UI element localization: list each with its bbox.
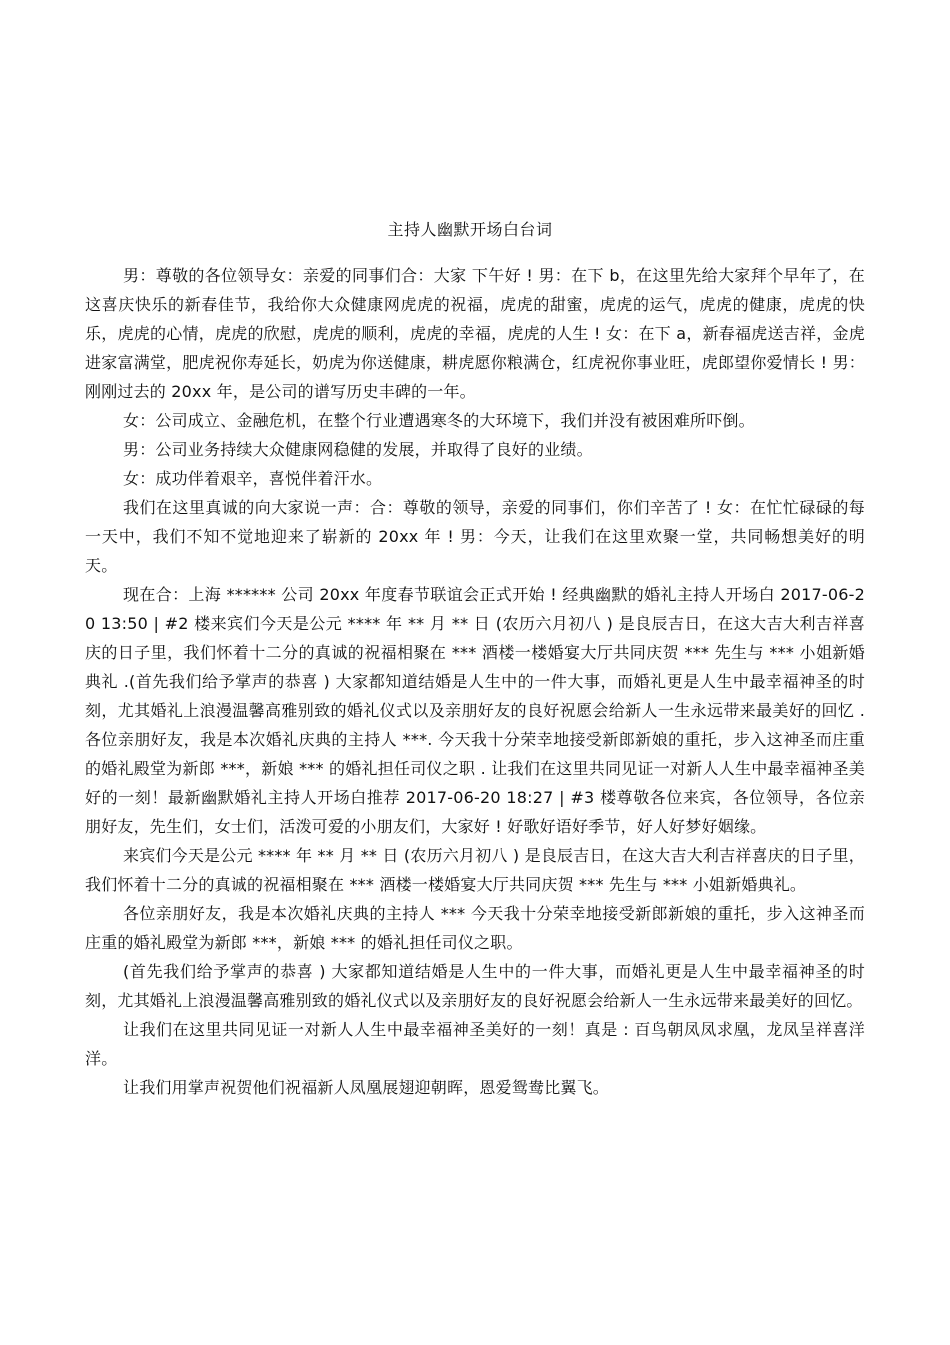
paragraph: (首先我们给予掌声的恭喜 ) 大家都知道结婚是人生中的一件大事，而婚礼更是人生中最幸福神圣的时刻，尤其婚礼上浪漫温馨高雅别致的婚礼仪式以及亲朋好友的良好祝愿会给新人一生永远带来最美好的回忆。 [85,962,865,1010]
paragraph: 各位亲朋好友，我是本次婚礼庆典的主持人 *** 今天我十分荣幸地接受新郎新娘的重托，步入这神圣而庄重的婚礼殿堂为新郎 ***，新娘 *** 的婚礼担任司仪之职。 [85,904,865,952]
paragraph: 男：尊敬的各位领导女：亲爱的同事们合：大家 下午好 ! 男：在下 b，在这里先给大家拜个早年了，在这喜庆快乐的新春佳节，我给你大众健康网虎虎的祝福，虎虎的甜蜜，虎虎的运气，虎虎的健康，虎虎的快乐，虎虎的心情，虎虎的欣慰，虎虎的顺利，虎虎的幸福，虎虎的人生 ! 女：在下 a，新春福虎送吉祥，金虎进家富满堂，肥虎祝你寿延长，奶虎为你送健康，耕虎愿你粮满仓，红虎祝你事业旺，虎郎望你爱情长 ! 男：刚刚过去的 20xx 年，是公司的谱写历史丰碑的一年。 [85,266,865,401]
paragraph: 让我们在这里共同见证一对新人人生中最幸福神圣美好的一刻！真是 : 百鸟朝凤凤求凰，龙凤呈祥喜洋洋。 [85,1020,865,1068]
paragraph: 我们在这里真诚的向大家说一声：合：尊敬的领导，亲爱的同事们，你们辛苦了 ! 女：在忙忙碌碌的每一天中，我们不知不觉地迎来了崭新的 20xx 年 ! 男：今天，让我们在这里欢聚一堂，共同畅想美好的明天。 [85,498,865,575]
paragraph: 让我们用掌声祝贺他们祝福新人凤凰展翅迎朝晖，恩爱鸳鸯比翼飞。 [123,1078,610,1097]
paragraph: 女：公司成立、金融危机，在整个行业遭遇寒冬的大环境下，我们并没有被困难所吓倒。 [123,411,755,430]
paragraph: 男：公司业务持续大众健康网稳健的发展，并取得了良好的业绩。 [123,440,593,459]
paragraph: 女：成功伴着艰辛，喜悦伴着汗水。 [123,469,383,488]
document-title: 主持人幽默开场白台词 [387,220,553,239]
paragraph: 来宾们今天是公元 **** 年 ** 月 ** 日 (农历六月初八 ) 是良辰吉日，在这大吉大利吉祥喜庆的日子里，我们怀着十二分的真诚的祝福相聚在 *** 酒楼一楼婚宴大厅共同庆贺 *** 先生与 *** 小姐新婚典礼。 [85,846,865,894]
document-body [85,261,865,1102]
paragraph: 现在合：上海 ****** 公司 20xx 年度春节联谊会正式开始 ! 经典幽默的婚礼主持人开场白 2017-06-20 13:50 | #2 楼来宾们今天是公元 **** 年 ** 月 ** 日 (农历六月初八 ) 是良辰吉日，在这大吉大利吉祥喜庆的日子里，我们怀着十二分的真诚的祝福相聚在 *** 酒楼一楼婚宴大厅共同庆贺 *** 先生与 *** 小姐新婚典礼 .(首先我们给予掌声的恭喜 ) 大家都知道结婚是人生中的一件大事，而婚礼更是人生中最幸福神圣的时刻，尤其婚礼上浪漫温馨高雅别致的婚礼仪式以及亲朋好友的良好祝愿会给新人一生永远带来最美好的回忆 . 各位亲朋好友，我是本次婚礼庆典的主持人 ***. 今天我十分荣幸地接受新郎新娘的重托，步入这神圣而庄重的婚礼殿堂为新郎 ***，新娘 *** 的婚礼担任司仪之职 . 让我们在这里共同见证一对新人人生中最幸福神圣美好的一刻！最新幽默婚礼主持人开场白推荐 2017-06-20 18:27 | #3 楼尊敬各位来宾，各位领导，各位亲朋好友，先生们，女士们，活泼可爱的小朋友们，大家好 ! 好歌好语好季节，好人好梦好姻缘。 [85,585,865,836]
